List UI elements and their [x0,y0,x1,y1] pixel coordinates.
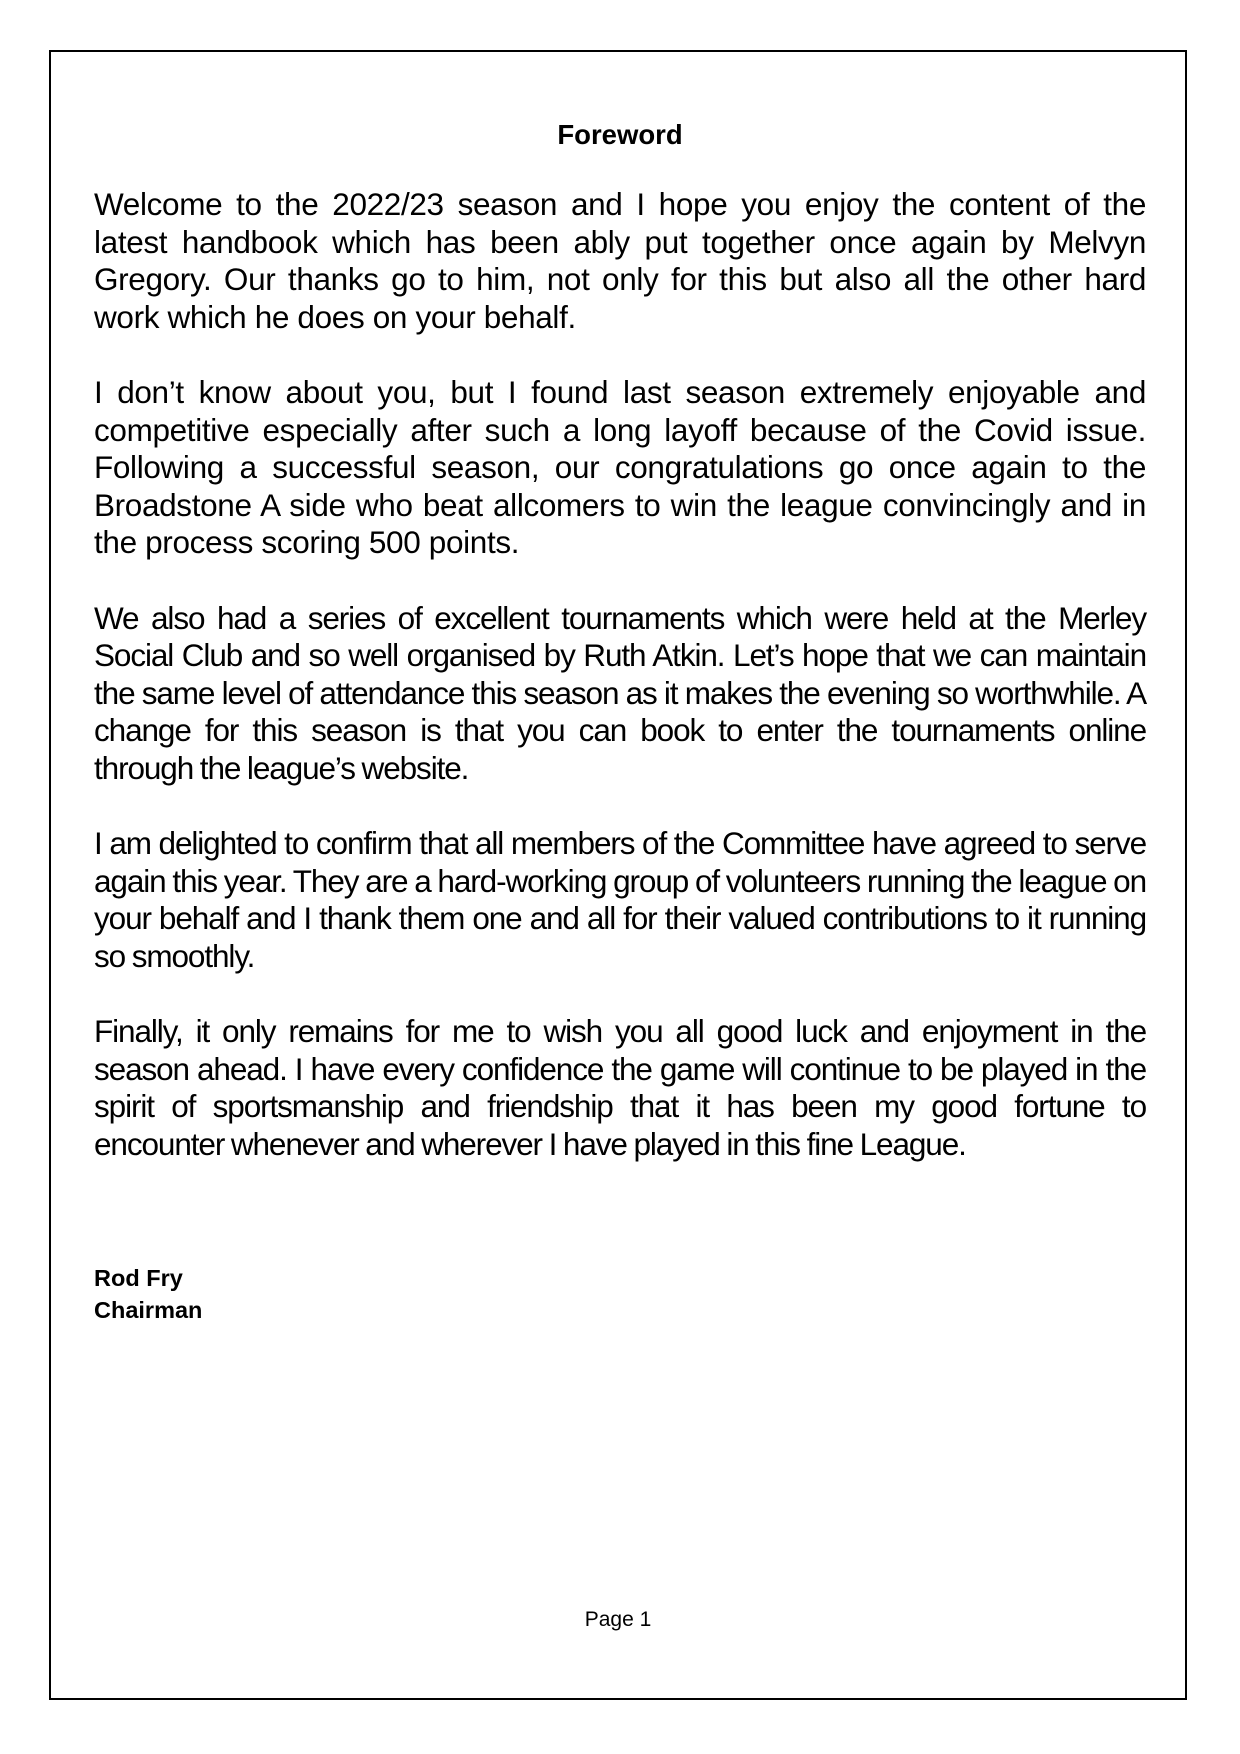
paragraph-last-season: I don’t know about you, but I found last season extremely enjoyable and competitive especially after such a long layoff because of the Covid issue. Following a successful season, our congratulations go once again to the Broadstone A side who beat allcomers to win the league convincingly and in the process scoring 500 points. [94,373,1146,561]
signatory-title: Chairman [94,1297,203,1323]
signature-block [94,1262,202,1326]
signatory-name: Rod Fry [94,1265,183,1291]
foreword-body [94,186,1146,1201]
paragraph-committee: I am delighted to confirm that all members of the Committee have agreed to serve again this year. They are a hard-working group of volunteers running the league on your behalf and I thank them one and all for their valued contributions to it running so smoothly. [94,825,1146,974]
page-title: Foreword [557,119,683,150]
paragraph-tournaments: We also had a series of excellent tournaments which were held at the Merley Social Club and so well organised by Ruth Atkin. Let’s hope that we can maintain the same level of attendance this season as it makes the evening so worthwhile. A change for this season is that you can book to enter the tournaments online through the league’s website. [94,599,1146,786]
paragraph-welcome: Welcome to the 2022/23 season and I hope you enjoy the content of the latest handbook which has been ably put together once again by Melvyn Gregory. Our thanks go to him, not only for this but also all the other hard work which he does on your behalf. [94,186,1146,335]
page-number: Page 1 [584,1608,652,1631]
paragraph-closing: Finally, it only remains for me to wish you all good luck and enjoyment in the season ahead. I have every confidence the game will continue to be played in the spirit of sportsmanship and friendship that it has been my good fortune to encounter whenever and wherever I have played in this fine League. [94,1013,1146,1162]
